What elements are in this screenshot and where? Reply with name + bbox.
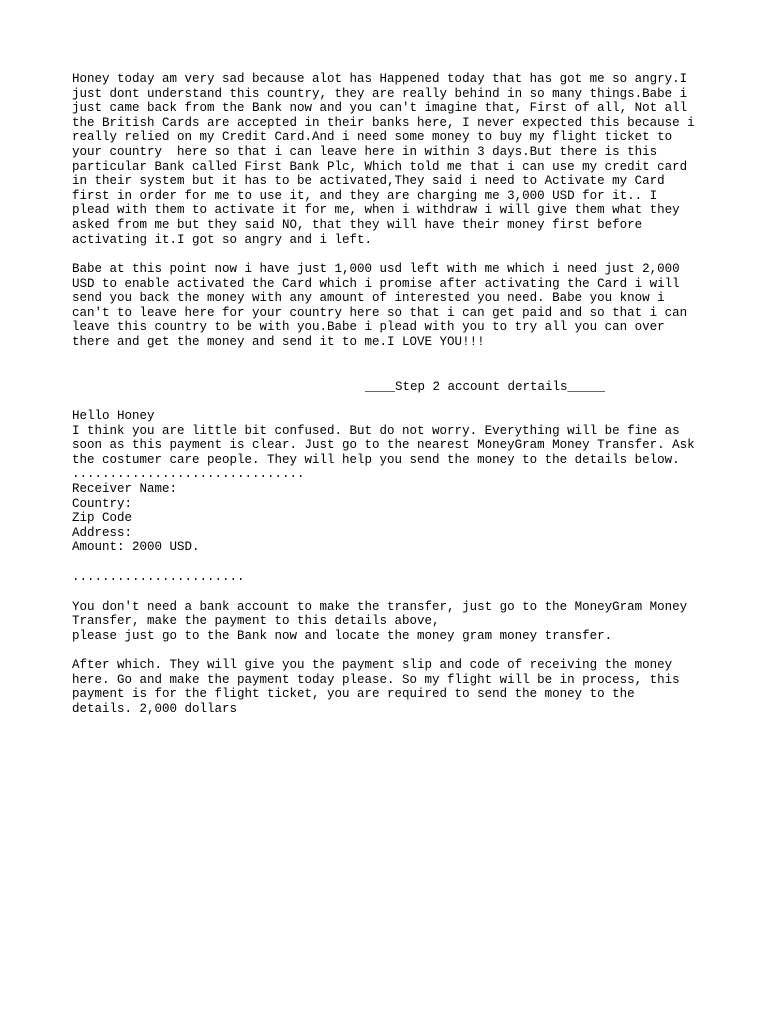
paragraph-line: send you back the money with any amount of interested you need. Babe you know i bbox=[72, 291, 665, 306]
paragraph-line: plead with them to activate it for me, when i withdraw i will give them what they bbox=[72, 203, 680, 218]
dotted-separator: ....................... bbox=[72, 570, 245, 584]
amount-label: Amount: 2000 USD. bbox=[72, 540, 200, 555]
receiver-name-label: Receiver Name: bbox=[72, 482, 178, 496]
paragraph-line: Hello Honey bbox=[72, 409, 155, 423]
paragraph-line: USD to enable activated the Card which i promise after activating the Card i will bbox=[72, 276, 680, 291]
paragraph-line: activating it.I got so angry and i left. bbox=[72, 232, 373, 247]
paragraph-line: You don't need a bank account to make the transfer, just go to the MoneyGram Money bbox=[72, 599, 688, 614]
paragraph-line: particular Bank called First Bank Plc, Which told me that i can use my credit card bbox=[72, 159, 688, 174]
paragraph-line: details. 2,000 dollars bbox=[72, 701, 238, 716]
paragraph-line: here. Go and make the payment today please. So my flight will be in process, this bbox=[72, 672, 680, 687]
zip-code-label: Zip Code bbox=[72, 511, 133, 526]
paragraph-line: just came back from the Bank now and you can't imagine that, First of all, Not all bbox=[72, 101, 688, 116]
paragraph-line: payment is for the flight ticket, you are required to send the money to the bbox=[72, 687, 635, 702]
paragraph-line: I think you are little bit confused. But do not worry. Everything will be fine as bbox=[72, 423, 680, 438]
paragraph-line: asked from me but they said NO, that they will have their money first before bbox=[72, 218, 643, 232]
paragraph-line: After which. They will give you the payment slip and code of receiving the money bbox=[72, 658, 673, 672]
paragraph-line: in their system but it has to be activated,They said i need to Activate my Card bbox=[72, 174, 665, 189]
paragraph-line: soon as this payment is clear. Just go to the nearest MoneyGram Money Transfer. Ask bbox=[72, 438, 695, 453]
paragraph-line: Transfer, make the payment to this details above, bbox=[72, 614, 440, 629]
address-label: Address: bbox=[72, 525, 133, 540]
paragraph-line: leave this country to be with you.Babe i plead with you to try all you can over bbox=[72, 320, 665, 335]
country-label: Country: bbox=[72, 496, 133, 511]
paragraph-line: Babe at this point now i have just 1,000 usd left with me which i need just 2,000 bbox=[72, 262, 680, 276]
step-heading: ____Step 2 account dertails_____ bbox=[365, 380, 606, 394]
paragraph-line: Honey today am very sad because alot has Happened today that has got me so angry.I bbox=[72, 72, 688, 86]
paragraph-line: the costumer care people. They will help you send the money to the details below. bbox=[72, 452, 680, 467]
paragraph-line: please just go to the Bank now and locate the money gram money transfer. bbox=[72, 628, 613, 643]
paragraph-line: really relied on my Credit Card.And i need some money to buy my flight ticket to bbox=[72, 130, 673, 145]
paragraph-line: just dont understand this country, they are really behind in so many things.Babe i bbox=[72, 86, 688, 101]
paragraph-line: your country here so that i can leave here in within 3 days.But there is this bbox=[72, 145, 658, 159]
dotted-separator: ............................... bbox=[72, 467, 305, 482]
paragraph-line: first in order for me to use it, and they are charging me 3,000 USD for it.. I bbox=[72, 188, 658, 203]
paragraph-line: can't to leave here for your country here so that i can get paid and so that i can bbox=[72, 305, 688, 320]
paragraph-line: there and get the money and send it to me.I LOVE YOU!!! bbox=[72, 335, 485, 349]
paragraph-line: the British Cards are accepted in their banks here, I never expected this because i bbox=[72, 115, 695, 130]
